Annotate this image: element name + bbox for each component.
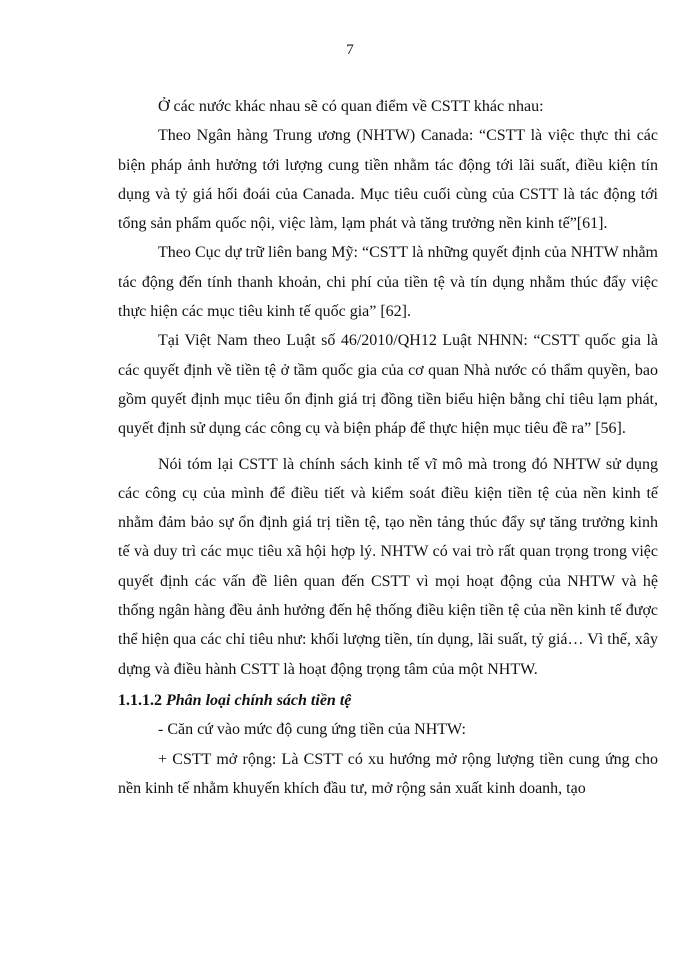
paragraph-intro: Ở các nước khác nhau sẽ có quan điểm về CSTT khác nhau: xyxy=(158,98,544,115)
paragraph-expansionary-policy: + CSTT mở rộng: Là CSTT có xu hướng mở rộng lượng tiền cung ứng cho nền kinh tế nhằm khuyến khích đầu tư, mở rộng sản xuất kinh doanh, tạo xyxy=(118,750,658,797)
paragraph-summary: Nói tóm lại CSTT là chính sách kinh tế vĩ mô mà trong đó NHTW sử dụng các công cụ của mình để điều tiết và kiểm soát điều kiện tiền tệ của nền kinh tế nhằm đảm bảo sự ổn định giá trị tiền tệ, tạo nền tảng thúc đẩy sự tăng trưởng kinh tế và duy trì các mục tiêu xã hội hợp lý. NHTW có vai trò rất quan trọng trong việc quyết định các vấn đề liên quan đến CSTT vì mọi hoạt động của NHTW và hệ thống ngân hàng đều ảnh hưởng đến hệ thống điều kiện tiền tệ của nền kinh tế được thể hiện qua các chỉ tiêu như: khối lượng tiền, tín dụng, lãi suất, tỷ giá… Vì thế, xây dựng và điều hành CSTT là hoạt động trọng tâm của một NHTW. xyxy=(118,455,658,678)
document-body xyxy=(118,92,658,803)
page-number: 7 xyxy=(346,42,354,58)
section-title: Phân loại chính sách tiền tệ xyxy=(166,691,352,709)
paragraph-fed-definition: Theo Cục dự trữ liên bang Mỹ: “CSTT là những quyết định của NHTW nhằm tác động đến tính thanh khoản, chi phí của tiền tệ và tín dụng nhằm thúc đẩy việc thực hiện các mục tiêu kinh tế quốc gia” [62]. xyxy=(118,244,658,321)
paragraph-classification-criterion: - Căn cứ vào mức độ cung ứng tiền của NHTW: xyxy=(158,721,466,739)
paragraph-canada-definition: Theo Ngân hàng Trung ương (NHTW) Canada: “CSTT là việc thực thi các biện pháp ảnh hưởng tới lượng cung tiền nhằm tác động tới lãi suất, điều kiện tín dụng và tỷ giá hối đoái của Canada. Mục tiêu cuối cùng của CSTT là tác động tới tổng sản phẩm quốc nội, việc làm, lạm phát và tăng trưởng nền kinh tế”[61]. xyxy=(118,127,658,233)
section-number: 1.1.1.2 xyxy=(118,691,162,709)
paragraph-vietnam-definition: Tại Việt Nam theo Luật số 46/2010/QH12 Luật NHNN: “CSTT quốc gia là các quyết định về tiền tệ ở tầm quốc gia của cơ quan Nhà nước có thẩm quyền, bao gồm quyết định mục tiêu ổn định giá trị đồng tiền biểu hiện bằng chỉ tiêu lạm phát, quyết định sử dụng các công cụ và biện pháp để thực hiện mục tiêu đề ra” [56]. xyxy=(118,332,658,438)
section-heading xyxy=(118,686,658,715)
